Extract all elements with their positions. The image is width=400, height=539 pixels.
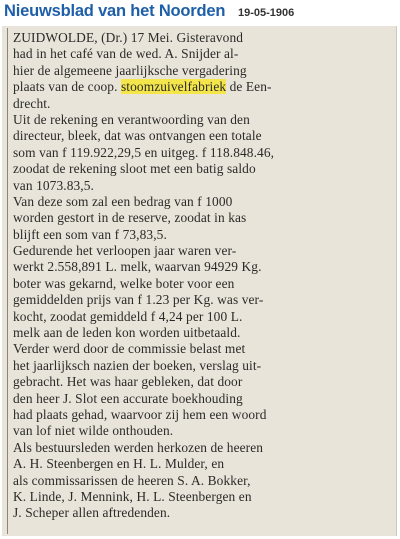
highlighted-search-term: stoomzuivelfabriek: [120, 79, 227, 95]
article-line: hier de algemeene jaarlijksche vergadering: [13, 62, 247, 78]
publication-date: 19-05-1906: [238, 7, 295, 19]
article-line: Verder werd door de commissie belast met: [13, 341, 246, 357]
article-line: het jaarlijksch nazien der boeken, verslag uit-: [13, 357, 262, 373]
article-line: zoodat de rekening sloot met een batig saldo: [13, 161, 256, 177]
article-line: van lof niet wilde onthouden.: [13, 423, 174, 439]
newspaper-clipping: [2, 26, 397, 536]
article-line: K. Linde, J. Mennink, H. L. Steenbergen en: [13, 488, 252, 504]
article-line-highlighted: [13, 79, 391, 95]
article-line: had in het café van de wed. A. Snijder al-: [13, 46, 239, 62]
article-line: melk aan de leden kon worden uitbetaald.: [13, 325, 241, 341]
article-text: de Een-: [226, 79, 272, 95]
article-line: blijft een som van f 73,83,5.: [13, 226, 167, 242]
article-text: plaats van de coop.: [13, 79, 121, 95]
article-line: som van f 119.922,29,5 en uitgeg. f 118.848.46,: [13, 144, 275, 160]
article-line: Van deze som zal een bedrag van f 1000: [13, 193, 233, 209]
article-line: den heer J. Slot een accurate boekhouding: [13, 390, 243, 406]
article-line: ZUIDWOLDE, (Dr.) 17 Mei. Gisteravond: [13, 30, 244, 45]
article-line: directeur, bleek, dat was ontvangen een totale: [13, 128, 262, 144]
article-line: boter was gekarnd, welke boter voor een: [13, 275, 235, 291]
newspaper-title: Nieuwsblad van het Noorden: [4, 2, 226, 20]
article-line: Uit de rekening en verantwoording van den: [13, 111, 250, 127]
article-line: A. H. Steenbergen en H. L. Mulder, en: [13, 456, 225, 472]
clipping-header: [0, 0, 400, 26]
article-line: gebracht. Het was haar gebleken, dat door: [13, 374, 243, 390]
article-line: J. Scheper allen aftredenden.: [13, 505, 171, 521]
article-line: drecht.: [13, 95, 51, 111]
article-body: [13, 30, 391, 522]
article-line: worden gestort in de reserve, zoodat in kas: [13, 210, 247, 226]
article-line: had plaats gehad, waarvoor zij hem een woord: [13, 406, 267, 422]
article-line: als commissarissen de heeren S. A. Bokker,: [13, 472, 251, 488]
article-line: gemiddelden prijs van f 1.23 per Kg. was ver-: [13, 292, 264, 308]
column-rule: [7, 28, 8, 534]
article-line: Gedurende het verloopen jaar waren ver-: [13, 243, 237, 259]
article-line: werkt 2.558,891 L. melk, waarvan 94929 Kg.: [13, 259, 262, 275]
article-line: van 1073.83,5.: [13, 177, 94, 193]
article-line: kocht, zoodat gemiddeld f 4,24 per 100 L.: [13, 308, 243, 324]
article-line: Als bestuursleden werden herkozen de heeren: [13, 439, 264, 455]
